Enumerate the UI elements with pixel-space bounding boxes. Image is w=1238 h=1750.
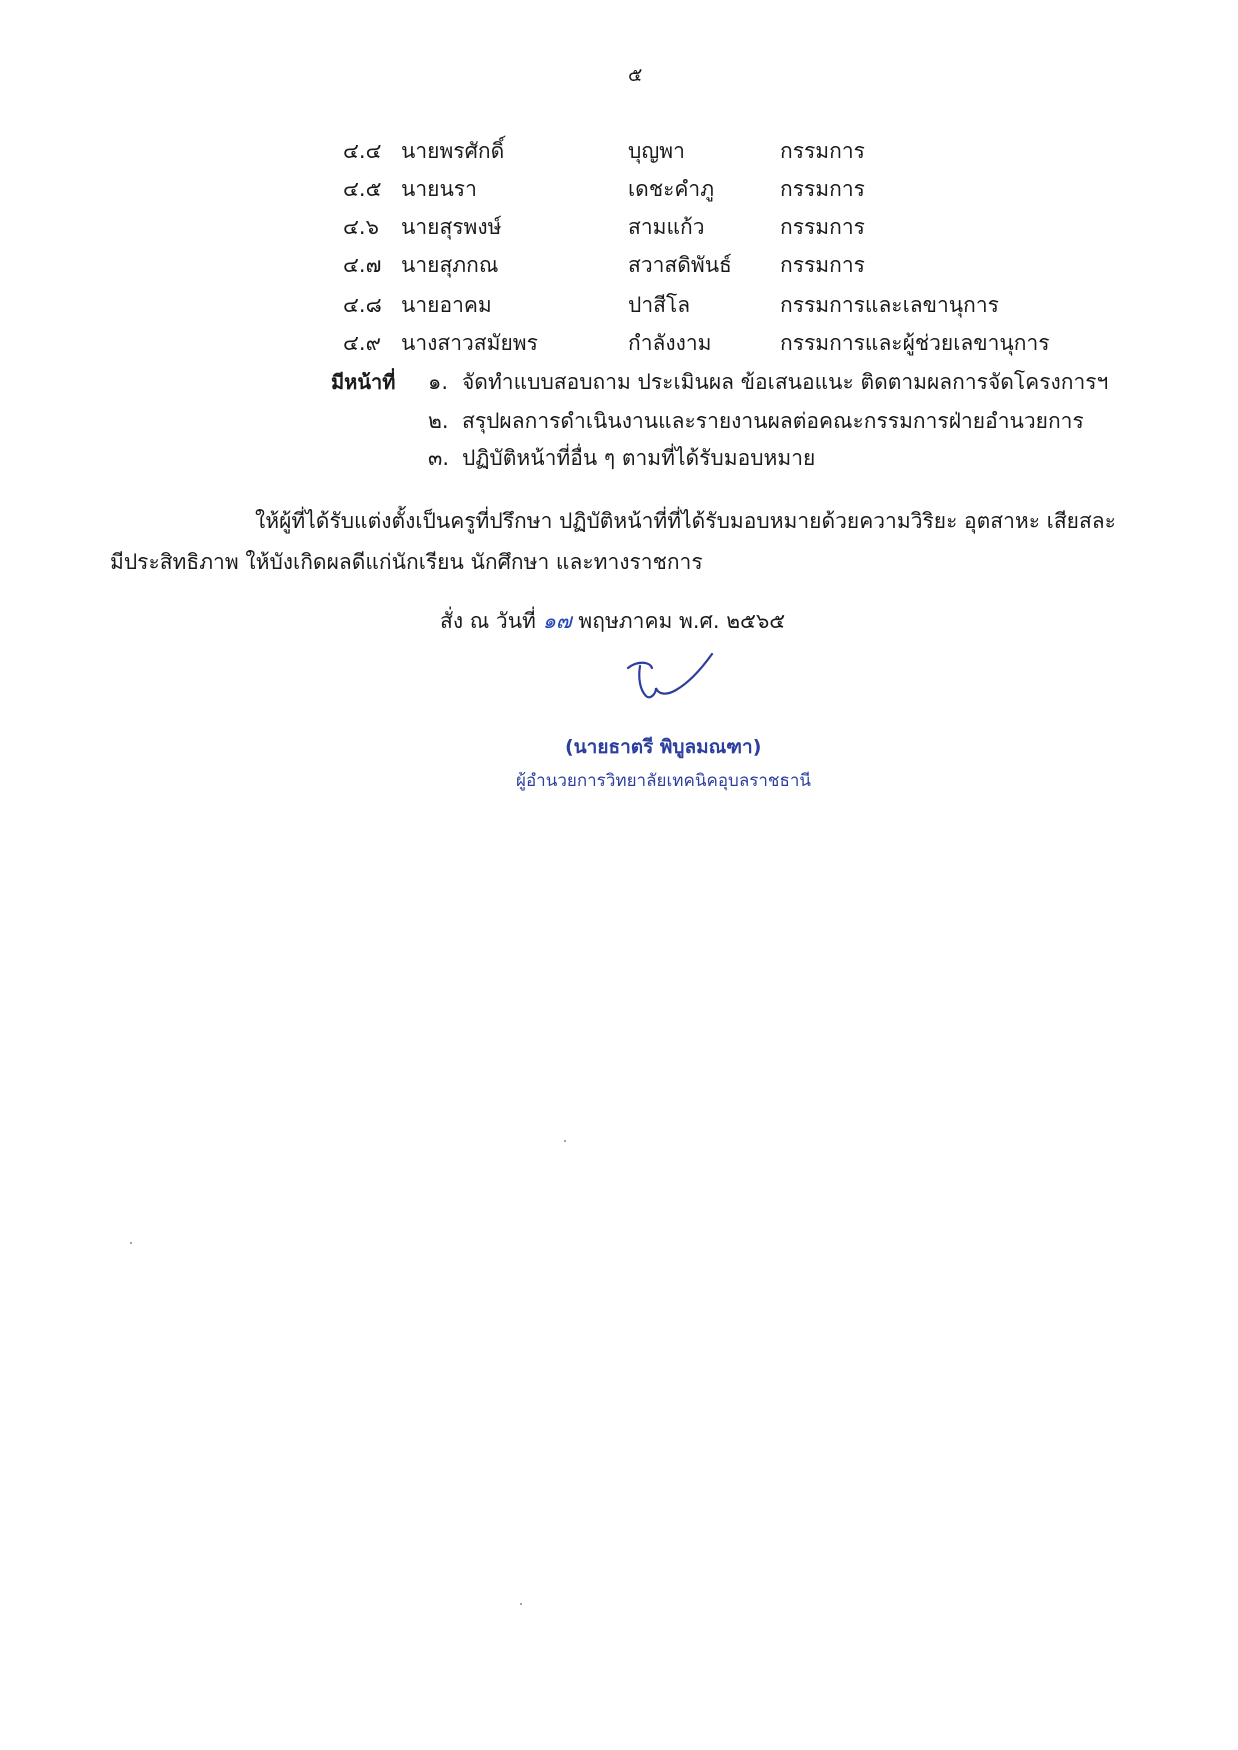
- signer-title: ผู้อำนวยการวิทยาลัยเทคนิคอุบลราชธานี: [516, 771, 812, 791]
- member-number: ๔.๕: [343, 177, 382, 201]
- order-date: [440, 605, 785, 638]
- member-role: กรรมการ: [780, 215, 865, 239]
- member-number: ๔.๘: [343, 293, 382, 317]
- order-date-day: ๑๗: [542, 609, 572, 633]
- member-role: กรรมการ: [780, 139, 865, 163]
- member-last-name: บุญพา: [628, 139, 685, 163]
- duty-item: [0, 442, 1238, 474]
- member-last-name: สามแก้ว: [628, 215, 705, 239]
- member-first-name: นางสาวสมัยพร: [401, 331, 538, 355]
- member-last-name: กำลังงาม: [628, 331, 712, 355]
- member-role: กรรมการและเลขานุการ: [780, 293, 999, 317]
- duty-number: ๑.: [428, 370, 449, 394]
- member-number: ๔.๖: [343, 215, 379, 239]
- member-first-name: นายนรา: [401, 177, 477, 201]
- member-row: [0, 135, 1238, 167]
- duty-number: ๓.: [428, 446, 450, 470]
- member-first-name: นายพรศักดิ์: [401, 139, 505, 163]
- member-number: ๔.๔: [343, 139, 382, 163]
- duty-text: สรุปผลการดำเนินงานและรายงานผลต่อคณะกรรมการฝ่ายอำนวยการ: [462, 409, 1084, 433]
- member-row: [0, 211, 1238, 243]
- duty-item: [0, 405, 1238, 437]
- closing-paragraph-line-1: ให้ผู้ที่ได้รับแต่งตั้งเป็นครูที่ปรึกษา ปฏิบัติหน้าที่ที่ได้รับมอบหมายด้วยความวิริยะ อุตสาหะ เสียสละ: [255, 509, 1116, 533]
- member-first-name: นายสุรพงษ์: [401, 215, 502, 239]
- member-first-name: นายสุภกณ: [401, 253, 499, 277]
- duty-number: ๒.: [428, 409, 449, 433]
- member-role: กรรมการ: [780, 177, 865, 201]
- member-number: ๔.๙: [343, 331, 381, 355]
- member-last-name: เดชะคำภู: [628, 177, 715, 201]
- signer-name: (นายธาตรี พิบูลมณฑา): [565, 736, 762, 758]
- member-row: [0, 289, 1238, 321]
- member-role: กรรมการ: [780, 253, 865, 277]
- duty-item: [0, 366, 1238, 398]
- member-role: กรรมการและผู้ช่วยเลขานุการ: [780, 331, 1050, 355]
- page-number: ๕: [628, 64, 643, 86]
- scan-speck: [564, 1140, 566, 1142]
- closing-paragraph-line-2: มีประสิทธิภาพ ให้บังเกิดผลดีแก่นักเรียน นักศึกษา และทางราชการ: [110, 550, 703, 574]
- member-row: [0, 327, 1238, 359]
- member-last-name: ปาสีโล: [628, 293, 691, 317]
- duty-text: จัดทำแบบสอบถาม ประเมินผล ข้อเสนอแนะ ติดตามผลการจัดโครงการฯ: [462, 370, 1109, 394]
- scan-speck: [520, 1603, 522, 1605]
- member-row: [0, 249, 1238, 281]
- order-date-prefix: สั่ง ณ วันที่: [440, 609, 536, 633]
- order-date-suffix: พฤษภาคม พ.ศ. ๒๕๖๕: [578, 609, 786, 633]
- member-number: ๔.๗: [343, 253, 382, 277]
- duty-text: ปฏิบัติหน้าที่อื่น ๆ ตามที่ได้รับมอบหมาย: [462, 446, 816, 470]
- duties-label: มีหน้าที่: [331, 370, 396, 394]
- member-last-name: สวาสดิพันธ์: [628, 253, 732, 277]
- scan-speck: [130, 1242, 132, 1244]
- member-row: [0, 173, 1238, 205]
- signature-icon: [620, 648, 720, 714]
- member-first-name: นายอาคม: [401, 293, 492, 317]
